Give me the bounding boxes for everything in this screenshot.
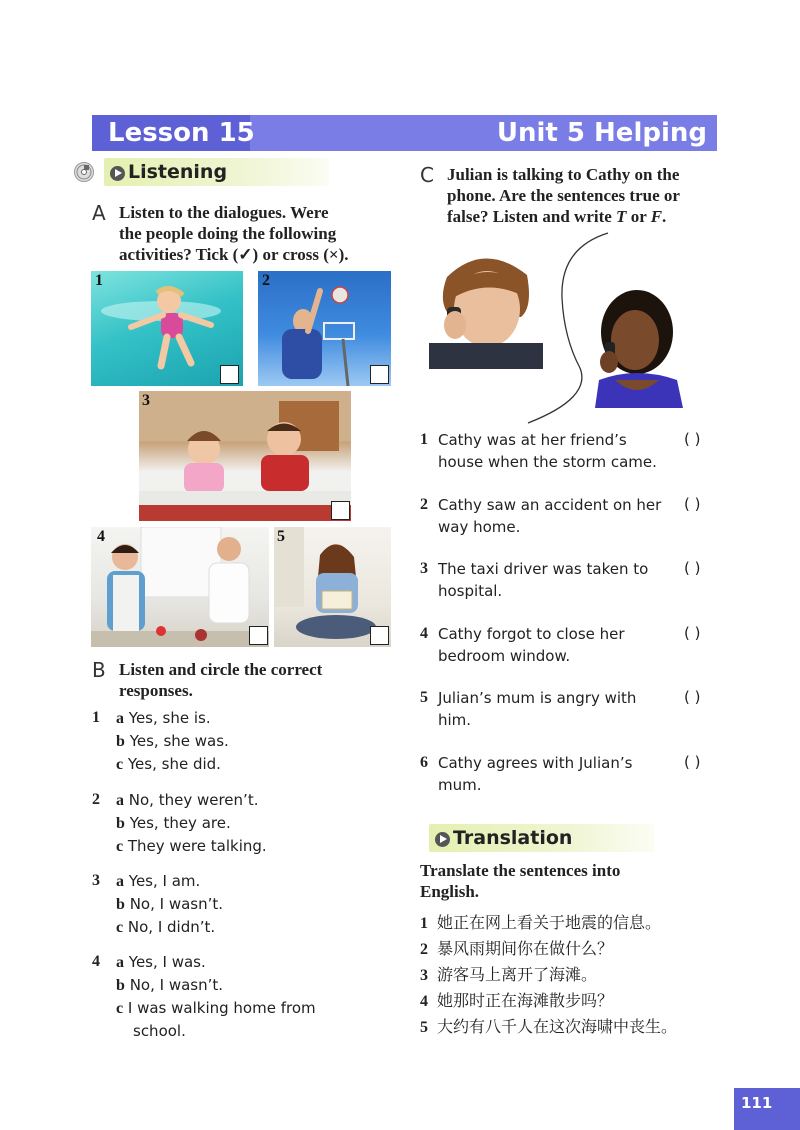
item-number: 3 (420, 967, 428, 984)
listening-heading (110, 158, 227, 186)
instruction-line: Julian is talking to Cathy on the (447, 165, 680, 184)
translation-item (420, 1016, 677, 1038)
photo-number: 3 (142, 392, 150, 409)
statement-text (438, 558, 648, 602)
statement-number: 6 (420, 754, 428, 771)
answer-blank[interactable]: ( ) (684, 559, 701, 577)
photo-number: 2 (262, 272, 270, 289)
answer-option[interactable] (116, 753, 221, 776)
translation-title: Translation (453, 827, 573, 849)
statement-text (438, 494, 661, 538)
instruction-text: or (626, 207, 651, 226)
play-icon[interactable] (110, 166, 125, 181)
option-text-continued: school. (133, 1022, 186, 1040)
section-b-letter: B (92, 658, 106, 682)
option-text: No, I didn’t. (127, 918, 216, 936)
question-number: 3 (92, 872, 100, 889)
instruction-text: . (662, 207, 667, 226)
statement-text (438, 752, 632, 796)
section-c-letter: C (420, 163, 434, 187)
chinese-sentence: 她正在网上看关于地震的信息。 (437, 913, 662, 932)
photo-1-checkbox[interactable] (220, 365, 239, 384)
translation-item (420, 964, 597, 986)
section-c-instruction (447, 164, 680, 227)
instruction-line: phone. Are the sentences true or (447, 186, 680, 205)
photo-number: 1 (95, 272, 103, 289)
option-text: Yes, she was. (129, 732, 229, 750)
instruction-line: activities? Tick (✓) or cross (×). (119, 245, 349, 264)
statement-line: mum. (438, 776, 482, 794)
answer-option[interactable] (116, 870, 200, 893)
answer-blank[interactable]: ( ) (684, 495, 701, 513)
answer-option[interactable] (116, 707, 211, 730)
option-letter: c (116, 1000, 124, 1017)
section-a-letter: A (92, 201, 106, 225)
option-letter: a (116, 873, 124, 890)
statement-text (438, 623, 625, 667)
statement-line: The taxi driver was taken to (438, 560, 649, 578)
option-text: I was walking home from (127, 999, 316, 1017)
statement-number: 1 (420, 431, 428, 448)
instruction-text: false? Listen and write (447, 207, 617, 226)
answer-option[interactable] (116, 789, 258, 812)
translation-item (420, 990, 613, 1012)
option-text: Yes, they are. (129, 814, 231, 832)
statement-line: house when the storm came. (438, 453, 657, 471)
item-number: 4 (420, 993, 428, 1010)
children-drawing-photo (139, 391, 351, 521)
answer-option[interactable] (116, 974, 223, 997)
answer-option[interactable] (116, 835, 267, 858)
cathy-on-phone-photo (585, 288, 691, 408)
family-cooking-photo (91, 527, 269, 647)
answer-option[interactable] (116, 997, 316, 1020)
instruction-line: Listen and circle the correct (119, 660, 323, 679)
option-letter: c (116, 756, 124, 773)
answer-option[interactable] (116, 951, 206, 974)
listening-title: Listening (128, 161, 228, 183)
photo-number: 4 (97, 528, 105, 545)
statement-number: 5 (420, 689, 428, 706)
answer-blank[interactable]: ( ) (684, 753, 701, 771)
option-text: Yes, she is. (128, 709, 211, 727)
letter-f: F (650, 207, 663, 226)
translation-item (420, 912, 661, 934)
answer-option[interactable] (116, 730, 229, 753)
item-number: 2 (420, 941, 428, 958)
instruction-line: responses. (119, 681, 193, 700)
statement-line: way home. (438, 518, 521, 536)
unit-title: Unit 5 Helping (496, 118, 707, 148)
option-letter: b (116, 733, 125, 750)
letter-t: T (616, 207, 627, 226)
question-number: 4 (92, 953, 100, 970)
chinese-sentence: 大约有八千人在这次海啸中丧生。 (437, 1017, 678, 1036)
statement-number: 2 (420, 496, 428, 513)
instruction-line: the people doing the following (119, 224, 337, 243)
option-letter: c (116, 838, 124, 855)
option-letter: b (116, 896, 125, 913)
statement-line: Julian’s mum is angry with (438, 689, 637, 707)
option-text: Yes, she did. (127, 755, 221, 773)
cd-audio-icon (74, 162, 94, 182)
page-number: 111 (741, 1094, 773, 1112)
option-letter: a (116, 954, 124, 971)
photo-number: 5 (277, 528, 285, 545)
option-text: Yes, I am. (128, 872, 201, 890)
photo-2-checkbox[interactable] (370, 365, 389, 384)
statement-line: him. (438, 711, 472, 729)
instruction-line: Listen to the dialogues. Were (119, 203, 329, 222)
statement-number: 4 (420, 625, 428, 642)
section-a-instruction (119, 202, 348, 265)
answer-blank[interactable]: ( ) (684, 624, 701, 642)
answer-option[interactable] (116, 893, 223, 916)
statement-number: 3 (420, 560, 428, 577)
option-letter: a (116, 710, 124, 727)
option-text: No, I wasn’t. (129, 976, 224, 994)
option-letter: b (116, 977, 125, 994)
instruction-line: Translate the sentences into (420, 861, 621, 880)
answer-blank[interactable]: ( ) (684, 688, 701, 706)
statement-line: Cathy saw an accident on her (438, 496, 662, 514)
statement-line: bedroom window. (438, 647, 571, 665)
question-number: 2 (92, 791, 100, 808)
option-text: No, they weren’t. (128, 791, 259, 809)
statement-text (438, 429, 657, 473)
option-text: No, I wasn’t. (129, 895, 224, 913)
answer-option[interactable] (116, 916, 215, 939)
instruction-line (447, 206, 680, 227)
statement-line: Cathy forgot to close her (438, 625, 625, 643)
option-text: Yes, I was. (128, 953, 206, 971)
statement-line: Cathy was at her friend’s (438, 431, 627, 449)
answer-blank[interactable]: ( ) (684, 430, 701, 448)
translation-item (420, 938, 613, 960)
option-letter: c (116, 919, 124, 936)
option-letter: b (116, 815, 125, 832)
photo-4-checkbox[interactable] (249, 626, 268, 645)
section-b-instruction (119, 659, 322, 701)
statement-line: hospital. (438, 582, 503, 600)
statement-text (438, 687, 636, 731)
translation-heading (435, 824, 572, 852)
photo-5-checkbox[interactable] (370, 626, 389, 645)
option-text: They were talking. (127, 837, 267, 855)
option-letter: a (116, 792, 124, 809)
translation-instruction (420, 860, 620, 902)
item-number: 1 (420, 915, 428, 932)
chinese-sentence: 暴风雨期间你在做什么？ (437, 939, 614, 958)
photo-3-checkbox[interactable] (331, 501, 350, 520)
chinese-sentence: 游客马上离开了海滩。 (437, 965, 598, 984)
instruction-line: English. (420, 882, 480, 901)
answer-option[interactable] (116, 812, 231, 835)
lesson-title: Lesson 15 (108, 118, 255, 148)
chinese-sentence: 她那时正在海滩散步吗？ (437, 991, 614, 1010)
play-icon[interactable] (435, 832, 450, 847)
question-number: 1 (92, 709, 100, 726)
statement-line: Cathy agrees with Julian’s (438, 754, 633, 772)
item-number: 5 (420, 1019, 428, 1036)
